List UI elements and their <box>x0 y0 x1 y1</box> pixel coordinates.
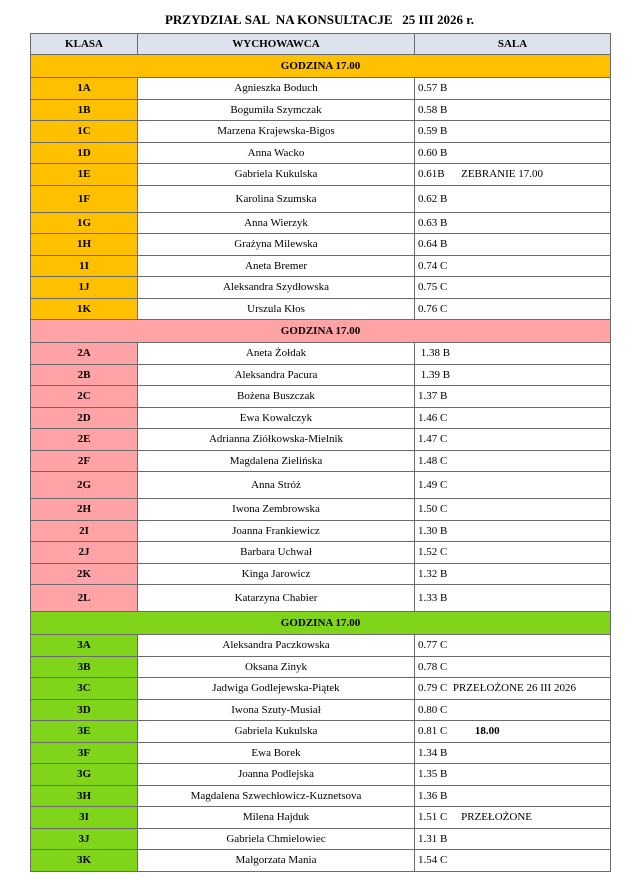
wychowawca-cell: Magdalena Zielińska <box>138 450 415 472</box>
group-header: GODZINA 17.00 <box>31 612 611 635</box>
table-row <box>31 255 611 277</box>
sala-value: 1.54 C <box>418 854 448 867</box>
wychowawca-cell: Magdalena Szwechłowicz-Kuznetsova <box>138 785 415 807</box>
sala-cell <box>415 185 611 212</box>
table-row <box>31 563 611 585</box>
klasa-cell: 3A <box>31 635 138 657</box>
sala-value: 1.52 C <box>418 546 448 559</box>
sala-cell <box>415 164 611 186</box>
klasa-cell: 2I <box>31 520 138 542</box>
sala-cell <box>415 807 611 829</box>
wychowawca-cell: Urszula Kłos <box>138 298 415 320</box>
table-row <box>31 585 611 612</box>
sala-cell <box>415 450 611 472</box>
sala-value: 0.63 B <box>418 216 448 229</box>
sala-cell <box>415 764 611 786</box>
sala-value: 0.76 C <box>418 302 448 315</box>
sala-cell <box>415 386 611 408</box>
wychowawca-cell: Oksana Zinyk <box>138 656 415 678</box>
sala-cell <box>415 78 611 100</box>
table-row <box>31 407 611 429</box>
klasa-cell: 3K <box>31 850 138 872</box>
table-row <box>31 828 611 850</box>
wychowawca-cell: Joanna Frankiewicz <box>138 520 415 542</box>
sala-value: 1.34 B <box>418 746 448 759</box>
klasa-cell: 2D <box>31 407 138 429</box>
wychowawca-cell: Barbara Uchwał <box>138 542 415 564</box>
table-row <box>31 185 611 212</box>
klasa-cell: 1A <box>31 78 138 100</box>
table-row <box>31 764 611 786</box>
wychowawca-cell: Aleksandra Pacura <box>138 364 415 386</box>
wychowawca-cell: Gabriela Kukulska <box>138 721 415 743</box>
wychowawca-cell: Anna Stróż <box>138 472 415 499</box>
sala-value: 1.30 B <box>418 524 448 537</box>
sala-cell <box>415 407 611 429</box>
table-row <box>31 364 611 386</box>
klasa-cell: 2E <box>31 429 138 451</box>
wychowawca-cell: Anna Wierzyk <box>138 212 415 234</box>
sala-value: 1.38 B <box>418 347 451 360</box>
group-header: GODZINA 17.00 <box>31 320 611 343</box>
sala-cell <box>415 542 611 564</box>
sala-cell <box>415 585 611 612</box>
sala-value: 0.61B <box>418 168 445 181</box>
wychowawca-cell: Iwona Szuty-Musiał <box>138 699 415 721</box>
wychowawca-cell: Anna Wacko <box>138 142 415 164</box>
wychowawca-cell: Bożena Buszczak <box>138 386 415 408</box>
klasa-cell: 2B <box>31 364 138 386</box>
sala-cell <box>415 721 611 743</box>
sala-value: 1.31 B <box>418 832 448 845</box>
klasa-cell: 2F <box>31 450 138 472</box>
table-row <box>31 298 611 320</box>
klasa-cell: 2K <box>31 563 138 585</box>
klasa-cell: 3D <box>31 699 138 721</box>
klasa-cell: 1I <box>31 255 138 277</box>
wychowawca-cell: Aleksandra Paczkowska <box>138 635 415 657</box>
sala-cell <box>415 563 611 585</box>
sala-note: 18.00 <box>474 725 500 738</box>
table-row <box>31 121 611 143</box>
wychowawca-cell: Marzena Krajewska-Bigos <box>138 121 415 143</box>
document-title: PRZYDZIAŁ SAL NA KONSULTACJE 25 III 2026 r. <box>164 12 475 27</box>
sala-cell <box>415 255 611 277</box>
wychowawca-cell: Kinga Jarowicz <box>138 563 415 585</box>
wychowawca-cell: Adrianna Ziółkowska-Mielnik <box>138 429 415 451</box>
sala-value: 0.64 B <box>418 238 448 251</box>
sala-note: PRZEŁOŻONE 26 III 2026 <box>452 682 576 695</box>
sala-value: 1.48 C <box>418 454 448 467</box>
klasa-cell: 1C <box>31 121 138 143</box>
sala-note: PRZEŁOŻONE <box>461 811 532 824</box>
table-row <box>31 142 611 164</box>
wychowawca-cell: Ewa Borek <box>138 742 415 764</box>
klasa-cell: 3F <box>31 742 138 764</box>
sala-value: 1.33 B <box>418 592 448 604</box>
sala-cell <box>415 343 611 365</box>
sala-value: 1.51 C <box>418 811 448 824</box>
sala-cell <box>415 277 611 299</box>
table-row <box>31 721 611 743</box>
sala-cell <box>415 472 611 499</box>
sala-value: 0.81 C <box>418 725 448 738</box>
table-row <box>31 429 611 451</box>
klasa-cell: 2J <box>31 542 138 564</box>
group-section-row <box>31 320 611 343</box>
sala-value: 1.32 B <box>418 567 448 580</box>
klasa-cell: 2L <box>31 585 138 612</box>
table-row <box>31 472 611 499</box>
table-row <box>31 699 611 721</box>
table-row <box>31 386 611 408</box>
sala-value: 0.59 B <box>418 125 448 138</box>
klasa-cell: 1B <box>31 99 138 121</box>
klasa-cell: 3B <box>31 656 138 678</box>
klasa-cell: 1F <box>31 185 138 212</box>
table-row <box>31 78 611 100</box>
wychowawca-cell: Aleksandra Szydłowska <box>138 277 415 299</box>
sala-value: 1.47 C <box>418 433 448 446</box>
klasa-cell: 3E <box>31 721 138 743</box>
table-row <box>31 850 611 872</box>
sala-cell <box>415 656 611 678</box>
sala-value: 0.60 B <box>418 146 448 159</box>
klasa-cell: 3I <box>31 807 138 829</box>
sala-cell <box>415 234 611 256</box>
group-section-row <box>31 55 611 78</box>
klasa-cell: 3C <box>31 678 138 700</box>
sala-cell <box>415 298 611 320</box>
header-sala: SALA <box>415 34 611 55</box>
sala-cell <box>415 742 611 764</box>
klasa-cell: 2H <box>31 499 138 521</box>
sala-value: 1.37 B <box>418 390 448 403</box>
klasa-cell: 2C <box>31 386 138 408</box>
klasa-cell: 2A <box>31 343 138 365</box>
sala-cell <box>415 499 611 521</box>
sala-value: 0.75 C <box>418 281 448 294</box>
group-section-row <box>31 612 611 635</box>
klasa-cell: 3H <box>31 785 138 807</box>
sala-value: 1.49 C <box>418 479 448 491</box>
klasa-cell: 1J <box>31 277 138 299</box>
table-row <box>31 678 611 700</box>
table-row <box>31 542 611 564</box>
klasa-cell: 1K <box>31 298 138 320</box>
header-wychowawca: WYCHOWAWCA <box>138 34 415 55</box>
sala-cell <box>415 121 611 143</box>
sala-cell <box>415 850 611 872</box>
wychowawca-cell: Katarzyna Chabier <box>138 585 415 612</box>
wychowawca-cell: Karolina Szumska <box>138 185 415 212</box>
sala-cell <box>415 635 611 657</box>
klasa-cell: 1H <box>31 234 138 256</box>
sala-value: 0.57 B <box>418 82 448 95</box>
sala-value: 1.39 B <box>418 368 451 381</box>
klasa-cell: 2G <box>31 472 138 499</box>
table-row <box>31 742 611 764</box>
table-row <box>31 499 611 521</box>
sala-value: 1.50 C <box>418 503 448 516</box>
wychowawca-cell: Małgorzata Mania <box>138 850 415 872</box>
sala-value: 1.36 B <box>418 789 448 802</box>
klasa-cell: 3G <box>31 764 138 786</box>
sala-note: ZEBRANIE 17.00 <box>461 168 543 181</box>
wychowawca-cell: Agnieszka Boduch <box>138 78 415 100</box>
wychowawca-cell: Milena Hajduk <box>138 807 415 829</box>
wychowawca-cell: Gabriela Chmielowiec <box>138 828 415 850</box>
wychowawca-cell: Aneta Żołdak <box>138 343 415 365</box>
sala-value: 0.58 B <box>418 103 448 116</box>
room-assignment-table <box>30 33 611 872</box>
sala-value: 0.62 B <box>418 192 448 205</box>
sala-cell <box>415 699 611 721</box>
table-row <box>31 99 611 121</box>
sala-value: 0.79 C <box>418 682 448 695</box>
sala-value: 0.78 C <box>418 660 448 673</box>
wychowawca-cell: Ewa Kowalczyk <box>138 407 415 429</box>
table-row <box>31 785 611 807</box>
table-row <box>31 656 611 678</box>
table-row <box>31 343 611 365</box>
sala-cell <box>415 828 611 850</box>
wychowawca-cell: Gabriela Kukulska <box>138 164 415 186</box>
table-row <box>31 212 611 234</box>
klasa-cell: 1E <box>31 164 138 186</box>
table-row <box>31 450 611 472</box>
sala-value: 0.77 C <box>418 639 448 652</box>
sala-value: 0.80 C <box>418 703 448 716</box>
table-header-row <box>31 34 611 55</box>
sala-value: 1.35 B <box>418 768 448 781</box>
klasa-cell: 1D <box>31 142 138 164</box>
wychowawca-cell: Aneta Bremer <box>138 255 415 277</box>
table-row <box>31 277 611 299</box>
sala-cell <box>415 520 611 542</box>
sala-cell <box>415 429 611 451</box>
sala-cell <box>415 364 611 386</box>
table-row <box>31 164 611 186</box>
table-row <box>31 520 611 542</box>
sala-cell <box>415 678 611 700</box>
wychowawca-cell: Joanna Podlejska <box>138 764 415 786</box>
sala-value: 1.46 C <box>418 411 448 424</box>
sala-cell <box>415 142 611 164</box>
klasa-cell: 3J <box>31 828 138 850</box>
header-klasa: KLASA <box>31 34 138 55</box>
group-header: GODZINA 17.00 <box>31 55 611 78</box>
table-row <box>31 635 611 657</box>
klasa-cell: 1G <box>31 212 138 234</box>
wychowawca-cell: Iwona Zembrowska <box>138 499 415 521</box>
wychowawca-cell: Bogumiła Szymczak <box>138 99 415 121</box>
table-row <box>31 234 611 256</box>
table-row <box>31 807 611 829</box>
sala-value: 0.74 C <box>418 259 448 272</box>
sala-cell <box>415 212 611 234</box>
wychowawca-cell: Jadwiga Godlejewska-Piątek <box>138 678 415 700</box>
sala-cell <box>415 99 611 121</box>
wychowawca-cell: Grażyna Milewska <box>138 234 415 256</box>
sala-cell <box>415 785 611 807</box>
